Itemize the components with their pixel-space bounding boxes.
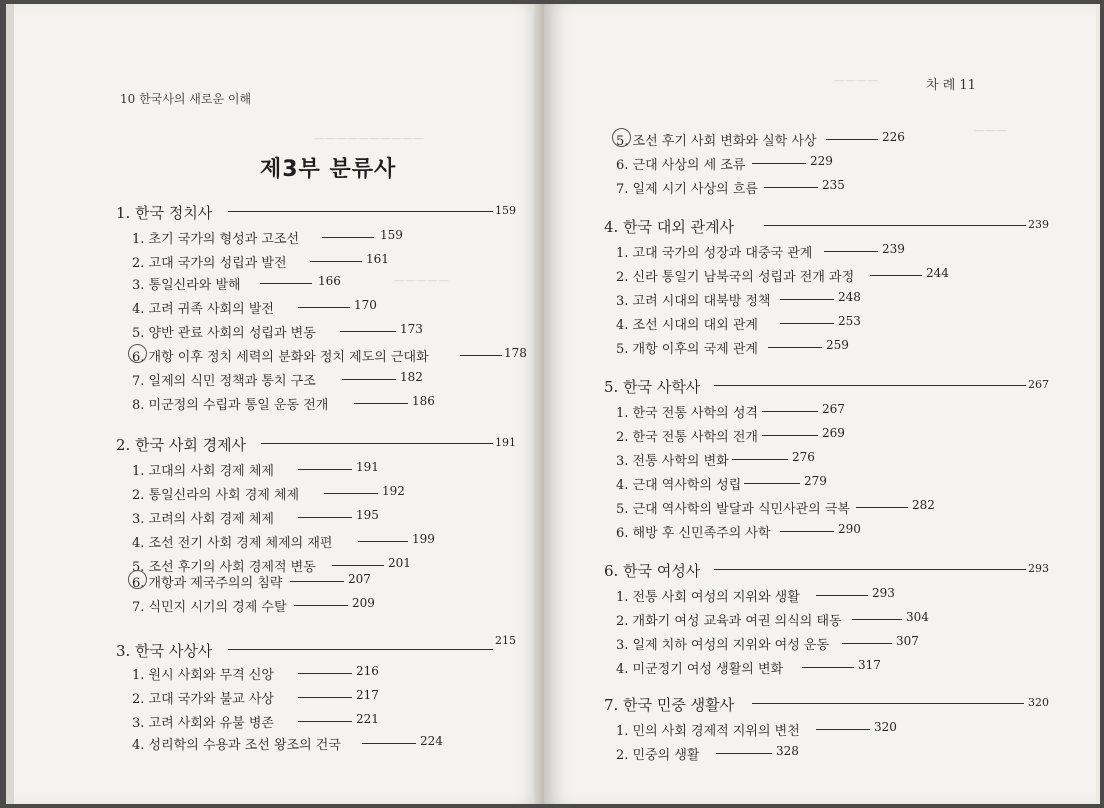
item-page: 269 xyxy=(822,426,845,440)
item-page: 320 xyxy=(874,720,897,734)
leader-line xyxy=(714,569,1026,570)
leader-line xyxy=(752,703,1024,704)
section-page: 159 xyxy=(495,204,516,217)
show-through-text: ——— xyxy=(974,124,1007,137)
item-label: 7. 일제 시기 사상의 흐름 xyxy=(616,182,758,197)
item-label: 2. 신라 통일기 남북국의 성립과 전개 과정 xyxy=(616,270,855,285)
leader-line xyxy=(852,619,902,620)
item-label: 2. 개화기 여성 교육과 여권 의식의 태동 xyxy=(616,614,842,629)
leader-line xyxy=(816,729,870,730)
item-page: 173 xyxy=(400,322,423,336)
show-through-text: ————— xyxy=(394,274,449,287)
item-label: 5. 조선 후기의 사회 경제적 변동 xyxy=(132,560,316,575)
item-page: 267 xyxy=(822,402,845,416)
item-label: 1. 초기 국가의 형성과 고조선 xyxy=(132,232,300,247)
leader-line xyxy=(298,721,352,722)
leader-line xyxy=(324,493,378,494)
section-title: 6. 한국 여성사 xyxy=(604,562,701,580)
item-label: 3. 통일신라와 발해 xyxy=(132,278,241,293)
leader-line xyxy=(780,299,834,300)
item-label: 2. 통일신라의 사회 경제 체제 xyxy=(132,488,300,503)
item-label: 5. 조선 후기 사회 변화와 실학 사상 xyxy=(616,134,817,149)
show-through-text: ———— xyxy=(834,74,878,87)
leader-line xyxy=(460,355,502,356)
section-page: 267 xyxy=(1028,378,1049,391)
section-title: 2. 한국 사회 경제사 xyxy=(116,436,247,454)
section-title: 5. 한국 사학사 xyxy=(604,378,701,396)
item-page: 159 xyxy=(380,228,403,242)
item-page: 244 xyxy=(926,266,949,280)
item-label: 6. 해방 후 신민족주의 사학 xyxy=(616,526,771,541)
item-label: 3. 고려 사회와 유불 병존 xyxy=(132,716,274,731)
leader-line xyxy=(260,283,312,284)
leader-line xyxy=(762,435,818,436)
section-page: 215 xyxy=(495,634,516,647)
item-page: 191 xyxy=(356,460,379,474)
leader-line xyxy=(802,667,854,668)
left-running-head: 10 한국사의 새로운 이해 xyxy=(120,92,252,106)
leader-line xyxy=(716,753,772,754)
item-page: 216 xyxy=(356,664,379,678)
leader-line xyxy=(856,507,908,508)
item-label: 1. 한국 전통 사학의 성격 xyxy=(616,406,758,421)
item-page: 239 xyxy=(882,242,905,256)
leader-line xyxy=(824,251,878,252)
item-page: 192 xyxy=(382,484,405,498)
section-page: 293 xyxy=(1028,562,1049,575)
leader-line xyxy=(362,743,416,744)
item-label: 6. 개항과 제국주의의 침략 xyxy=(132,576,283,591)
item-page: 317 xyxy=(858,658,881,672)
item-label: 1. 전통 사회 여성의 지위와 생활 xyxy=(616,590,800,605)
leader-line xyxy=(842,643,892,644)
item-label: 7. 식민지 시기의 경제 수탈 xyxy=(132,600,287,615)
leader-line xyxy=(714,385,1026,386)
item-label: 1. 고대 국가의 성장과 대중국 관계 xyxy=(616,246,813,261)
part-title: 제3부 분류사 xyxy=(260,157,397,182)
item-page: 221 xyxy=(356,712,379,726)
leader-line xyxy=(762,411,818,412)
book-spread xyxy=(6,4,1100,804)
item-page: 253 xyxy=(838,314,861,328)
right-page xyxy=(544,4,1096,804)
leader-line xyxy=(342,379,396,380)
leader-line xyxy=(298,469,352,470)
item-label: 1. 고대의 사회 경제 체제 xyxy=(132,464,274,479)
leader-line xyxy=(358,541,408,542)
section-page: 191 xyxy=(495,436,516,449)
item-label: 1. 원시 사회와 무격 신앙 xyxy=(132,668,274,683)
leader-line xyxy=(826,139,878,140)
item-label: 7. 일제의 식민 정책과 통치 구조 xyxy=(132,374,316,389)
leader-line xyxy=(768,347,822,348)
item-label: 4. 조선 전기 사회 경제 체제의 재편 xyxy=(132,536,333,551)
item-page: 209 xyxy=(352,596,375,610)
leader-line xyxy=(290,581,344,582)
leader-line xyxy=(764,225,1026,226)
leader-line xyxy=(744,483,800,484)
leader-line xyxy=(228,649,493,650)
item-label: 5. 개항 이후의 국제 관계 xyxy=(616,342,758,357)
item-label: 4. 근대 역사학의 성립 xyxy=(616,478,742,493)
leader-line xyxy=(732,459,788,460)
item-label: 5. 근대 역사학의 발달과 식민사관의 극복 xyxy=(616,502,850,517)
item-page: 182 xyxy=(400,370,423,384)
item-label: 2. 한국 전통 사학의 전개 xyxy=(616,430,758,445)
leader-line xyxy=(228,211,493,212)
leader-line xyxy=(310,261,362,262)
show-through-text: —————————— xyxy=(314,132,424,145)
leader-line xyxy=(298,697,352,698)
item-page: 276 xyxy=(792,450,815,464)
item-page: 293 xyxy=(872,586,895,600)
section-page: 239 xyxy=(1028,218,1049,231)
leader-line xyxy=(298,307,350,308)
item-label: 2. 고대 국가와 불교 사상 xyxy=(132,692,274,707)
section-page: 320 xyxy=(1028,696,1049,709)
item-label: 2. 고대 국가의 성립과 발전 xyxy=(132,256,287,271)
item-page: 307 xyxy=(896,634,919,648)
leader-line xyxy=(870,275,922,276)
item-label: 8. 미군정의 수립과 통일 운동 전개 xyxy=(132,398,329,413)
item-label: 3. 고려 시대의 대북방 정책 xyxy=(616,294,771,309)
leader-line xyxy=(354,403,408,404)
item-page: 170 xyxy=(354,298,377,312)
item-page: 235 xyxy=(822,178,845,192)
leader-line xyxy=(752,163,806,164)
leader-line xyxy=(780,531,834,532)
item-page: 259 xyxy=(826,338,849,352)
item-page: 224 xyxy=(420,734,443,748)
item-page: 290 xyxy=(838,522,861,536)
item-label: 4. 미군정기 여성 생활의 변화 xyxy=(616,662,784,677)
item-page: 201 xyxy=(388,556,411,570)
item-label: 2. 민중의 생활 xyxy=(616,748,700,763)
item-page: 161 xyxy=(366,252,389,266)
leader-line xyxy=(298,673,352,674)
item-page: 282 xyxy=(912,498,935,512)
item-page: 195 xyxy=(356,508,379,522)
leader-line xyxy=(816,595,868,596)
item-page: 199 xyxy=(412,532,435,546)
item-page: 217 xyxy=(356,688,379,702)
item-label: 4. 성리학의 수용과 조선 왕조의 건국 xyxy=(132,738,341,753)
leader-line xyxy=(298,517,352,518)
section-title: 1. 한국 정치사 xyxy=(116,204,213,222)
item-label: 3. 일제 치하 여성의 지위와 여성 운동 xyxy=(616,638,830,653)
left-page xyxy=(14,4,544,804)
leader-line xyxy=(294,605,348,606)
item-label: 6. 근대 사상의 세 조류 xyxy=(616,158,746,173)
item-page: 166 xyxy=(318,274,341,288)
item-page: 226 xyxy=(882,130,905,144)
item-page: 279 xyxy=(804,474,827,488)
section-title: 7. 한국 민중 생활사 xyxy=(604,696,735,714)
item-label: 5. 양반 관료 사회의 성립과 변동 xyxy=(132,326,316,341)
item-page: 178 xyxy=(504,346,527,360)
item-label: 3. 고려의 사회 경제 체제 xyxy=(132,512,274,527)
item-label: 4. 고려 귀족 사회의 발전 xyxy=(132,302,274,317)
item-page: 186 xyxy=(412,394,435,408)
leader-line xyxy=(261,443,493,444)
item-page: 229 xyxy=(810,154,833,168)
item-page: 304 xyxy=(906,610,929,624)
item-label: 6. 개항 이후 정치 세력의 분화와 정치 제도의 근대화 xyxy=(132,350,429,365)
leader-line xyxy=(780,323,834,324)
leader-line xyxy=(340,331,396,332)
section-title: 4. 한국 대외 관계사 xyxy=(604,218,735,236)
item-page: 248 xyxy=(838,290,861,304)
leader-line xyxy=(332,565,384,566)
leader-line xyxy=(764,187,818,188)
right-running-head: 차 례 11 xyxy=(926,78,976,93)
leader-line xyxy=(322,237,374,238)
item-label: 4. 조선 시대의 대외 관계 xyxy=(616,318,758,333)
item-label: 3. 전통 사학의 변화 xyxy=(616,454,729,469)
section-title: 3. 한국 사상사 xyxy=(116,642,213,660)
item-label: 1. 민의 사회 경제적 지위의 변천 xyxy=(616,724,800,739)
item-page: 328 xyxy=(776,744,799,758)
item-page: 207 xyxy=(348,572,371,586)
